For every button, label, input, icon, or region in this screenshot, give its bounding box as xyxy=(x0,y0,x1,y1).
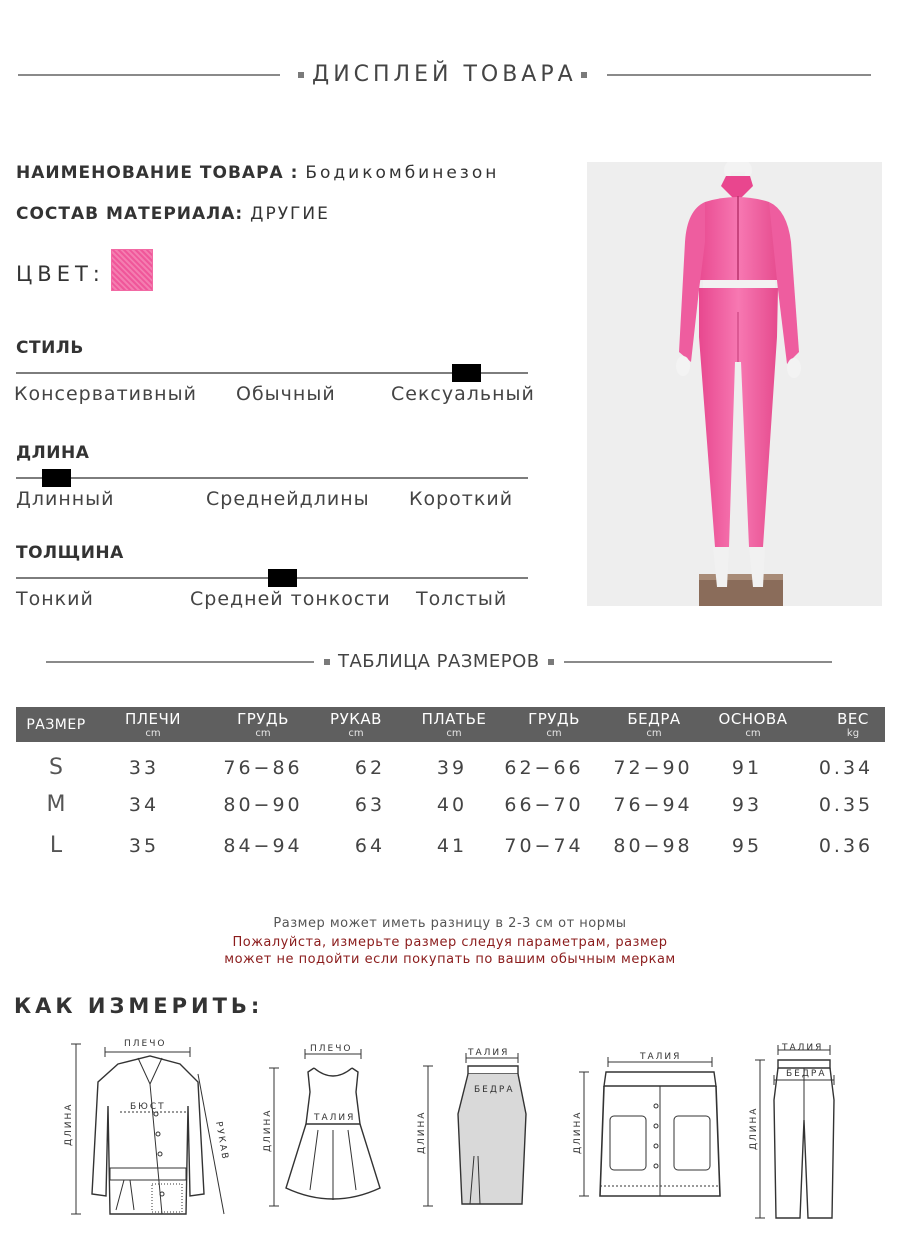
scale-title: СТИЛЬ xyxy=(16,338,84,358)
how-to-measure-title: КАК ИЗМЕРИТЬ: xyxy=(14,994,264,1018)
product-name-value: Бодикомбинезон xyxy=(305,163,500,183)
pants-length-label: ДЛИНА xyxy=(749,1106,759,1150)
display-section-title: ДИСПЛЕЙ ТОВАРА xyxy=(312,62,577,87)
size-table-header-cell xyxy=(208,707,318,739)
divider xyxy=(18,74,280,76)
shorts-waist-label: ТАЛИЯ xyxy=(640,1052,682,1062)
scale-option: Толстый xyxy=(416,588,508,610)
skirt-length-label: ДЛИНА xyxy=(417,1110,427,1154)
table-cell: 34 xyxy=(128,794,160,816)
size-table-header-cell xyxy=(499,707,609,739)
table-cell: 35 xyxy=(128,835,160,857)
scale-option: Обычный xyxy=(236,383,336,405)
size-section-title-wrap xyxy=(324,651,554,672)
bullet-square-icon xyxy=(324,659,330,665)
header-name: РАЗМЕР xyxy=(26,717,86,733)
table-cell: 64 xyxy=(354,835,386,857)
coat-sleeve-label: РУКАВ xyxy=(213,1120,230,1162)
pants-hips-label: БЕДРА xyxy=(786,1069,827,1079)
table-cell: 70−74 xyxy=(504,835,584,857)
header-name: РУКАВ xyxy=(330,710,382,728)
scale-marker xyxy=(42,469,71,487)
size-label: L xyxy=(49,833,63,858)
scale-marker xyxy=(268,569,297,587)
scale-option: Короткий xyxy=(409,488,514,510)
size-section-title: ТАБЛИЦА РАЗМЕРОВ xyxy=(338,651,540,672)
dress-diagram xyxy=(258,1040,398,1216)
scale-option: Средней тонкости xyxy=(190,588,391,610)
product-name-label: НАИМЕНОВАНИЕ ТОВАРА : xyxy=(16,163,299,183)
table-row xyxy=(16,831,885,861)
scale-track xyxy=(16,477,528,479)
table-cell: 95 xyxy=(731,835,763,857)
divider xyxy=(607,74,871,76)
bullet-square-icon xyxy=(548,659,554,665)
table-row xyxy=(16,753,885,783)
size-section-header xyxy=(0,651,900,672)
header-name: БЕДРА xyxy=(627,710,681,728)
pants-waist-label: ТАЛИЯ xyxy=(782,1043,824,1053)
product-name-row xyxy=(16,163,499,183)
size-table-header-cell xyxy=(16,707,96,735)
mannequin-outfit-image xyxy=(587,162,882,606)
material-row xyxy=(16,204,330,224)
table-row xyxy=(16,790,885,820)
table-cell: 80−90 xyxy=(223,794,303,816)
table-cell: 91 xyxy=(731,757,763,779)
table-cell: 76−94 xyxy=(613,794,693,816)
coat-diagram xyxy=(58,1034,236,1220)
size-table-header-cell xyxy=(108,707,198,739)
header-unit: cm xyxy=(145,728,161,739)
material-label: СОСТАВ МАТЕРИАЛА: xyxy=(16,204,244,224)
header-name: ГРУДЬ xyxy=(528,710,580,728)
skirt-waist-label: ТАЛИЯ xyxy=(468,1048,510,1058)
table-cell: 76−86 xyxy=(223,757,303,779)
size-label: M xyxy=(46,792,66,817)
table-cell: 39 xyxy=(436,757,468,779)
header-name: ГРУДЬ xyxy=(237,710,289,728)
coat-length-label: ДЛИНА xyxy=(64,1102,74,1146)
table-cell: 80−98 xyxy=(613,835,693,857)
size-table-header-cell xyxy=(409,707,499,739)
table-cell: 63 xyxy=(354,794,386,816)
table-cell: 62 xyxy=(354,757,386,779)
scale-option: Длинный xyxy=(16,488,115,510)
table-cell: 72−90 xyxy=(613,757,693,779)
shorts-diagram xyxy=(570,1046,740,1206)
scale-title: ДЛИНА xyxy=(16,443,90,463)
note-measure-advice-2: может не подойти если покупать по вашим обычным меркам xyxy=(224,952,676,967)
header-unit: cm xyxy=(348,728,364,739)
header-unit: cm xyxy=(446,728,462,739)
scale-option: Тонкий xyxy=(16,588,94,610)
header-name: ПЛАТЬЕ xyxy=(421,710,487,728)
dress-shoulder-label: ПЛЕЧО xyxy=(310,1044,353,1054)
material-value: ДРУГИЕ xyxy=(250,204,330,224)
header-unit: cm xyxy=(546,728,562,739)
bullet-square-icon xyxy=(298,72,304,78)
header-name: ОСНОВА xyxy=(718,710,788,728)
scale-option: Консервативный xyxy=(14,383,197,405)
header-unit: cm xyxy=(255,728,271,739)
size-table-header xyxy=(16,707,885,742)
header-name: ВЕС xyxy=(837,710,869,728)
table-cell: 41 xyxy=(436,835,468,857)
color-swatch xyxy=(111,249,153,291)
color-label: ЦВЕТ: xyxy=(16,262,105,286)
scale-option: Сексуальный xyxy=(391,383,535,405)
table-cell: 40 xyxy=(436,794,468,816)
table-cell: 84−94 xyxy=(223,835,303,857)
size-table-header-cell xyxy=(599,707,709,739)
skirt-diagram xyxy=(412,1044,542,1216)
display-section-title-wrap xyxy=(298,62,587,87)
skirt-hips-label: БЕДРА xyxy=(474,1085,515,1095)
table-cell: 93 xyxy=(731,794,763,816)
note-size-difference: Размер может иметь разницу в 2-3 см от нормы xyxy=(273,916,627,931)
header-unit: kg xyxy=(846,728,860,739)
note-measure-advice-1: Пожалуйста, измерьте размер следуя параметрам, размер xyxy=(232,935,668,950)
divider xyxy=(46,661,314,663)
size-table-header-cell xyxy=(813,707,893,739)
coat-shoulder-label: ПЛЕЧО xyxy=(124,1039,167,1049)
pants-diagram xyxy=(748,1040,848,1222)
size-label: S xyxy=(49,755,63,780)
coat-bust-label: БЮСТ xyxy=(130,1102,166,1112)
scale-option: Среднейдлины xyxy=(206,488,370,510)
scale-title: ТОЛЩИНА xyxy=(16,543,124,563)
table-cell: 0.36 xyxy=(818,835,874,857)
table-cell: 62−66 xyxy=(504,757,584,779)
bullet-square-icon xyxy=(581,72,587,78)
header-unit: cm xyxy=(646,728,662,739)
table-cell: 0.35 xyxy=(818,794,874,816)
display-section-header xyxy=(0,62,900,87)
table-cell: 33 xyxy=(128,757,160,779)
header-name: ПЛЕЧИ xyxy=(124,710,182,728)
divider xyxy=(564,661,832,663)
header-unit: cm xyxy=(745,728,761,739)
table-cell: 66−70 xyxy=(504,794,584,816)
dress-length-label: ДЛИНА xyxy=(263,1108,273,1152)
dress-waist-label: ТАЛИЯ xyxy=(314,1113,356,1123)
size-table-header-cell xyxy=(703,707,803,739)
table-cell: 0.34 xyxy=(818,757,874,779)
shorts-length-label: ДЛИНА xyxy=(573,1110,583,1154)
size-table-header-cell xyxy=(316,707,396,739)
product-photo xyxy=(587,162,882,606)
scale-marker xyxy=(452,364,481,382)
